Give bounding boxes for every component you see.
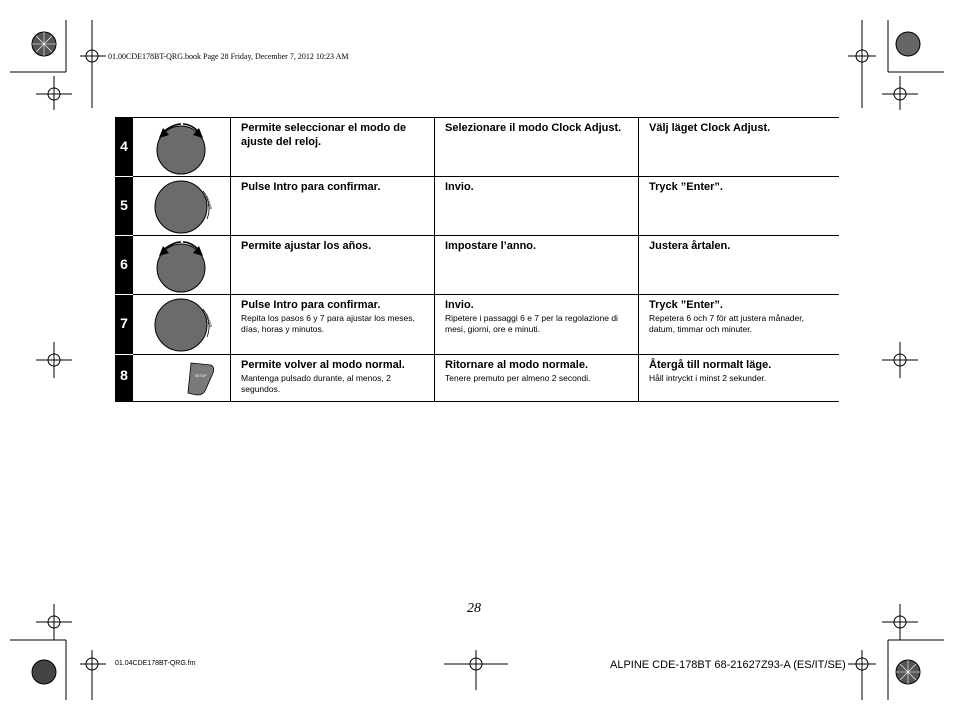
- rotary-knob-turn-icon: [133, 236, 230, 294]
- rotary-knob-turn-icon: [133, 118, 230, 176]
- step-text-it: Invio. Ripetere i passaggi 6 e 7 per la regolazione di mesi, giorni, ore e minuti.: [435, 295, 639, 355]
- rotary-knob-press-icon: [133, 177, 230, 235]
- step-row-4: [115, 118, 839, 177]
- step-text-se: Tryck ”Enter”. Repetera 6 och 7 för att justera månader, datum, timmar och minuter.: [639, 295, 840, 355]
- step-number: 7: [115, 295, 133, 355]
- step-text-se: Tryck ”Enter”.: [639, 177, 840, 236]
- step-text-it: Impostare l’anno.: [435, 236, 639, 295]
- page-number: 28: [467, 601, 481, 616]
- setup-button-icon: [133, 355, 230, 401]
- footer-model-code: ALPINE CDE-178BT 68-21627Z93-A (ES/IT/SE): [610, 659, 846, 671]
- step-text-es: Permite volver al modo normal. Mantenga pulsado durante, al menos, 2 segundos.: [231, 355, 435, 402]
- step-text-it: Ritornare al modo normale. Tenere premuto per almeno 2 secondi.: [435, 355, 639, 402]
- step-row-8: [115, 355, 839, 402]
- rotary-knob-press-icon: [133, 295, 230, 353]
- step-text-se: Återgå till normalt läge. Håll intryckt i minst 2 sekunder.: [639, 355, 840, 402]
- clock-adjust-steps-table: [115, 117, 839, 402]
- step-text-se: Justera årtalen.: [639, 236, 840, 295]
- step-row-6: [115, 236, 839, 295]
- step-number: 4: [115, 118, 133, 177]
- step-row-5: [115, 177, 839, 236]
- step-text-es: Permite seleccionar el modo de ajuste del reloj.: [231, 118, 435, 177]
- step-number: 6: [115, 236, 133, 295]
- step-text-es: Pulse Intro para confirmar.: [231, 177, 435, 236]
- step-text-it: Invio.: [435, 177, 639, 236]
- step-text-es: Pulse Intro para confirmar. Repita los pasos 6 y 7 para ajustar los meses, días, horas y minutos.: [231, 295, 435, 355]
- step-text-se: Välj läget Clock Adjust.: [639, 118, 840, 177]
- book-file-info: 01.00CDE178BT-QRG.book Page 28 Friday, December 7, 2012 10:23 AM: [108, 52, 349, 61]
- step-text-it: Selezionare il modo Clock Adjust.: [435, 118, 639, 177]
- step-text-es: Permite ajustar los años.: [231, 236, 435, 295]
- step-number: 5: [115, 177, 133, 236]
- footer-file-name: 01.04CDE178BT-QRG.fm: [115, 660, 196, 667]
- step-number: 8: [115, 355, 133, 402]
- step-row-7: [115, 295, 839, 355]
